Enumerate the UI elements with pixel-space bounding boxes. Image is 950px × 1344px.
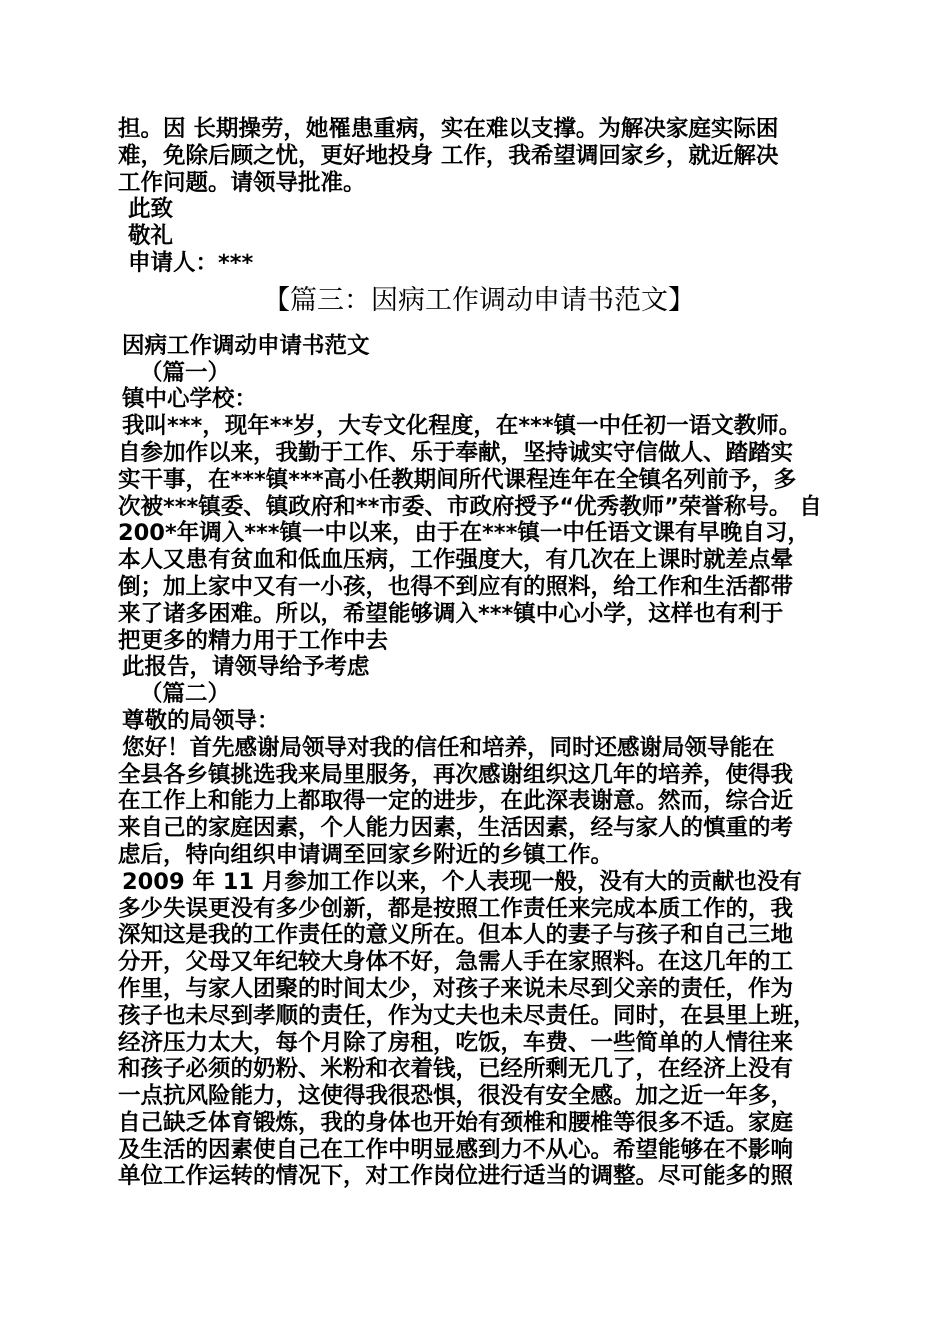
article-title: 因病工作调动申请书范文: [122, 332, 370, 359]
text-line: 孩子也未尽到孝顺的责任，作为丈夫也未尽责任。同时，在县里上班，: [118, 1002, 816, 1029]
closing-salute: 敬礼: [128, 223, 174, 250]
text-line: 来自己的家庭因素，个人能力因素，生活因素，经与家人的慎重的考: [118, 815, 794, 842]
text-line: 深知这是我的工作责任的意义所在。但本人的妻子与孩子和自己三地: [118, 922, 794, 949]
text-line: 200*年调入***镇一中以来，由于在***镇一中任语文课有早晚自习，: [118, 520, 810, 547]
part-two-salutation: 尊敬的局领导：: [122, 707, 280, 734]
text-line: 担。因 长期操劳，她罹患重病，实在难以支撑。为解决家庭实际困: [118, 116, 779, 142]
text-line: 全县各乡镇挑选我来局里服务，再次感谢组织这几年的培养，使得我: [118, 761, 794, 788]
section-heading: 【篇三：因病工作调动申请书范文】: [263, 284, 695, 316]
previous-letter-ending: [118, 116, 840, 277]
text-line: 您好！首先感谢局领导对我的信任和培养，同时还感谢局领导能在: [122, 734, 775, 761]
text-line: 在工作上和能力上都取得一定的进步，在此深表谢意。然而，综合近: [118, 788, 794, 815]
article-body: [118, 333, 840, 1191]
text-line: 及生活的因素使自己在工作中明显感到力不从心。希望能够在不影响: [118, 1136, 794, 1163]
part-one-label: （篇一）: [140, 359, 231, 386]
document-page: [118, 116, 840, 1190]
text-line: 经济压力太大，每个月除了房租，吃饭，车费、一些简单的人情往来: [118, 1029, 794, 1056]
text-line: 本人又患有贫血和低血压病，工作强度大，有几次在上课时就差点晕: [118, 547, 794, 574]
closing-greeting: 此致: [128, 196, 174, 223]
text-line: 自己缺乏体育锻炼，我的身体也开始有颈椎和腰椎等很多不适。家庭: [118, 1109, 794, 1136]
text-line: 2009 年 11 月参加工作以来，个人表现一般，没有大的贡献也没有: [122, 868, 802, 895]
text-line: 一点抗风险能力，这使得我很恐惧，很没有安全感。加之近一年多，: [118, 1083, 794, 1110]
text-line: 分开，父母又年纪较大身体不好，急需人手在家照料。在这几年的工: [118, 949, 794, 976]
text-line: 实干事，在***镇***高小任教期间所代课程连年在全镇名列前予，多: [118, 466, 797, 493]
text-line: 来了诸多困难。所以，希望能够调入***镇中心小学，这样也有利于: [118, 600, 784, 627]
text-line: 我叫***，现年**岁，大专文化程度，在***镇一中任初一语文教师。: [122, 413, 802, 440]
text-line: 自参加作以来，我勤于工作、乐于奉献，坚持诚实守信做人、踏踏实: [118, 439, 794, 466]
part-two-label: （篇二）: [140, 681, 231, 708]
text-line: 次被***镇委、镇政府和**市委、市政府授予“优秀教师”荣誉称号。 自: [118, 493, 822, 520]
signature-line: 申请人：***: [128, 249, 254, 276]
text-line: 倒；加上家中又有一小孩，也得不到应有的照料，给工作和生活都带: [118, 573, 794, 600]
text-line: 多少失误更没有多少创新，都是按照工作责任来完成本质工作的，我: [118, 895, 794, 922]
text-line: 和孩子必须的奶粉、米粉和衣着钱，已经所剩无几了，在经济上没有: [118, 1056, 794, 1083]
text-line: 作里，与家人团聚的时间太少，对孩子来说未尽到父亲的责任，作为: [118, 975, 794, 1002]
text-line: 把更多的精力用于工作中去: [118, 627, 389, 654]
part-one-closing: 此报告，请领导给予考虑: [122, 654, 370, 681]
text-line: 虑后，特向组织申请调至回家乡附近的乡镇工作。: [118, 841, 614, 868]
text-line: 工作问题。请领导批准。: [118, 169, 366, 196]
text-line: 难，免除后顾之忧，更好地投身 工作，我希望调回家乡，就近解决: [118, 142, 779, 169]
part-one-salutation: 镇中心学校：: [122, 386, 258, 413]
text-line: 单位工作运转的情况下，对工作岗位进行适当的调整。尽可能多的照: [118, 1163, 794, 1190]
